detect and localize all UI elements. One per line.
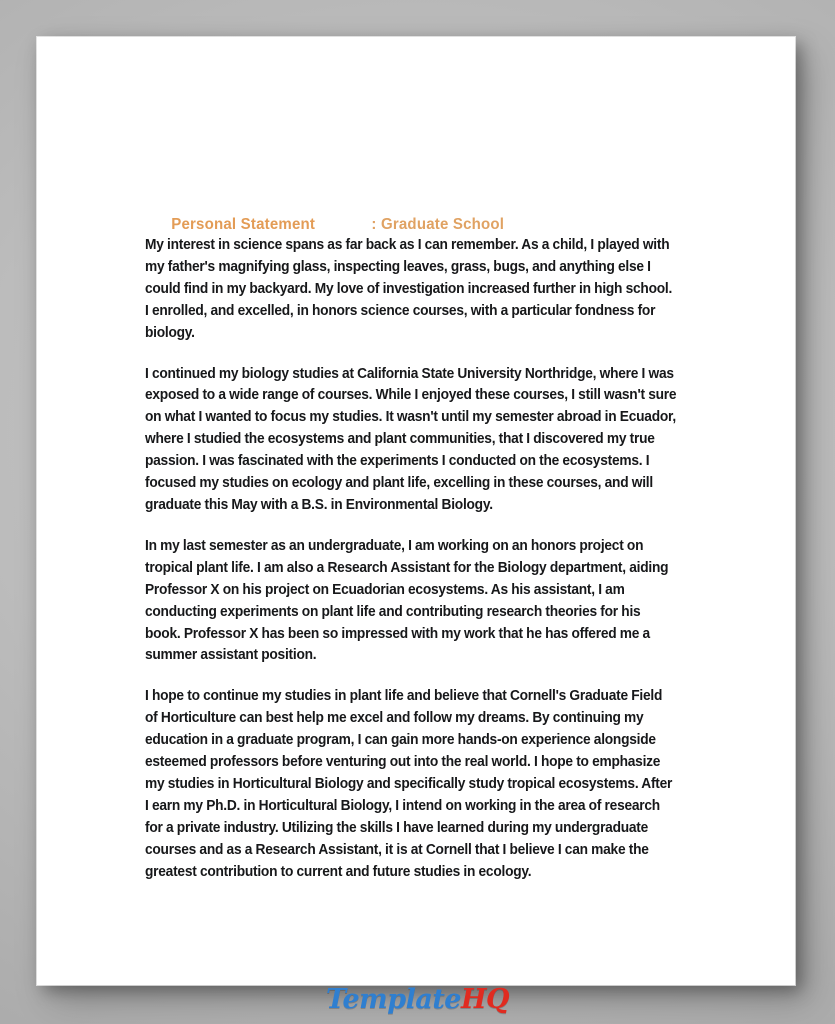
watermark-logo-hq: HQ — [461, 984, 510, 1015]
paragraph: In my last semester as an undergraduate, I am working on an honors project on tropical plant life. I am also a Research Assistant for the Biology department, aiding Professor X on his project on Ecuadorian ecosystems. As his assistant, I am conducting experiments on plant life and contributing research theories for his book. Professor X has been so impressed with my work that he has offered me a summer assistant position. — [145, 537, 669, 664]
document-page — [37, 37, 795, 985]
watermark-logo — [0, 986, 835, 1013]
page-title-subtitle: : Graduate School — [371, 216, 505, 233]
watermark-logo-template: Template — [325, 984, 461, 1015]
paragraph: My interest in science spans as far back as I can remember. As a child, I played with my father's magnifying glass, inspecting leaves, grass, bugs, and anything else I could find in my backyard. My love of investigation increased further in high school. I enrolled, and excelled, in honors science courses, with a particular fondness for biology. — [145, 237, 673, 341]
paragraph: I hope to continue my studies in plant life and believe that Cornell's Graduate Field of Horticulture can best help me excel and follow my dreams. By continuing my education in a graduate program, I can gain more hands-on experience alongside esteemed professors before venturing out into the real world. I hope to emphasize my studies in Horticultural Biology and specifically study tropical ecosystems. After I earn my Ph.D. in Horticultural Biology, I intend on working in the area of research for a private industry. Utilizing the skills I have learned during my undergraduate courses and as a Research Assistant, it is at Cornell that I believe I can make the greatest contribution to current and future studies in ecology. — [145, 688, 673, 880]
document-body — [145, 235, 703, 883]
page-title-main: Personal Statement — [171, 216, 316, 233]
paragraph: I continued my biology studies at California State University Northridge, where I was exposed to a wide range of courses. While I enjoyed these courses, I still wasn't sure on what I wanted to focus my studies. It wasn't until my semester abroad in Ecuador, where I studied the ecosystems and plant communities, that I discovered my true passion. I was fascinated with the experiments I conducted on the ecosystems. I focused my studies on ecology and plant life, excelling in these courses, and will graduate this May with a B.S. in Environmental Biology. — [145, 365, 677, 513]
